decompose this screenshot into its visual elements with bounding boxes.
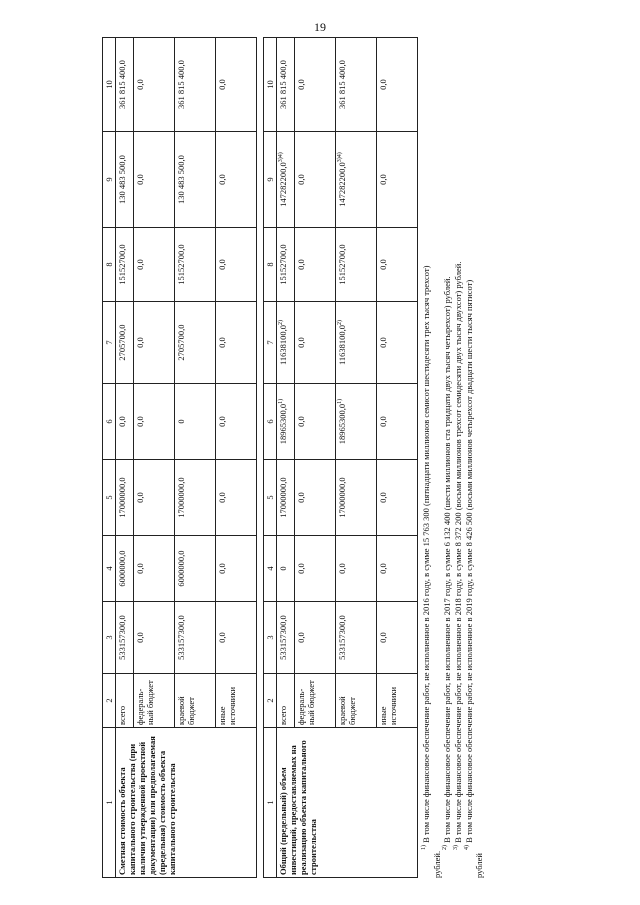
value: 0,0: [135, 259, 146, 270]
value: 17000000,0: [278, 477, 289, 518]
value: 0: [176, 419, 187, 424]
value-cell: [116, 228, 134, 302]
value: 15152700,0: [337, 244, 348, 285]
footnote-marker: 2): [278, 319, 285, 325]
value-cell: [277, 302, 295, 384]
value: 0,0: [135, 632, 146, 643]
footnote-mark: 4): [463, 845, 470, 850]
footnote-text: В том числе финансовое обеспечение работ, не исполненное в 2017 году, в сумме 6 132 400 (шести миллионов ста тридцати двух тысяч четырехсот) рублей.: [442, 276, 453, 843]
column-number: 10: [103, 38, 116, 132]
value-cell: [295, 536, 336, 602]
funding-source: всего: [116, 674, 134, 728]
value-cell: [134, 228, 175, 302]
value: 0,0: [296, 259, 307, 270]
investment-table: [102, 37, 418, 878]
value-cell: [175, 460, 216, 536]
column-number: 2: [264, 674, 277, 728]
value: 0,0: [378, 79, 389, 90]
column-number: 3: [264, 602, 277, 674]
footnote: [421, 38, 432, 878]
value-cell: [216, 302, 257, 384]
value-cell: [336, 384, 377, 460]
funding-source: краевой бюджет: [336, 674, 377, 728]
value: 0,0: [135, 79, 146, 90]
value: 533157300,0: [117, 615, 128, 660]
column-number: 7: [103, 302, 116, 384]
column-number: 2: [103, 674, 116, 728]
value-cell: [295, 384, 336, 460]
column-number: 6: [264, 384, 277, 460]
value: 533157300,0: [176, 615, 187, 660]
footnote: [474, 38, 485, 878]
footnote-mark: 2): [442, 845, 449, 850]
value-cell: [175, 384, 216, 460]
row-label: Сметная стоимость объекта капитального строительства (при наличии утвержденной проектной документации) или предполагаемая (предельная) стоимость объекта капитального строительства: [116, 728, 257, 878]
column-number: 8: [264, 228, 277, 302]
value: 0,0: [378, 174, 389, 185]
value: 0,0: [296, 174, 307, 185]
value-cell: [116, 536, 134, 602]
value: 0,0: [135, 337, 146, 348]
value: 0: [278, 566, 289, 571]
value-cell: [175, 302, 216, 384]
column-number: 7: [264, 302, 277, 384]
value-cell: [134, 302, 175, 384]
value: 0,0: [217, 259, 228, 270]
column-number-row: [264, 38, 277, 878]
value-cell: [116, 38, 134, 132]
column-number-row: [103, 38, 116, 878]
funding-source: иные источники: [377, 674, 418, 728]
value: 17000000,0: [337, 477, 348, 518]
value-cell: [116, 460, 134, 536]
table-row: [277, 38, 295, 878]
value-cell: [277, 384, 295, 460]
value-cell: [116, 602, 134, 674]
footnote: [464, 38, 475, 878]
value: 0,0: [217, 79, 228, 90]
value-cell: [175, 536, 216, 602]
value: 361 815 400,0: [176, 60, 187, 109]
value: 0,0: [217, 337, 228, 348]
table-block-investment-volume: [264, 38, 418, 878]
value-cell: [175, 38, 216, 132]
column-number: 9: [103, 132, 116, 228]
value-cell: [134, 460, 175, 536]
value-cell: [175, 602, 216, 674]
value-cell: [216, 602, 257, 674]
value: 0,0: [217, 563, 228, 574]
column-number: 5: [264, 460, 277, 536]
value: 17000000,0: [117, 477, 128, 518]
value-cell: [216, 228, 257, 302]
value-cell: [277, 536, 295, 602]
value-cell: [116, 302, 134, 384]
value-cell: [134, 536, 175, 602]
value-cell: [377, 602, 418, 674]
value-cell: [277, 132, 295, 228]
column-number: 6: [103, 384, 116, 460]
footnote-mark: 3): [453, 845, 460, 850]
value-cell: [336, 536, 377, 602]
footnote-text: рублей.: [431, 850, 442, 878]
value-cell: [116, 384, 134, 460]
value-cell: [216, 460, 257, 536]
value-cell: [377, 302, 418, 384]
value: 15152700,0: [176, 244, 187, 285]
value: 361 815 400,0: [337, 60, 348, 109]
value: 0,0: [217, 416, 228, 427]
table-row: [116, 38, 134, 878]
column-number: 4: [103, 536, 116, 602]
footnote-text: В том числе финансовое обеспечение работ, не исполненное в 2016 году, в сумме 15 763 300 (пятнадцати миллионов семисот шестидесяти трех тысяч трехсот): [421, 265, 432, 843]
value-cell: [175, 228, 216, 302]
value: 6000000,0: [176, 550, 187, 587]
value-cell: [295, 132, 336, 228]
value-cell: [336, 302, 377, 384]
value-cell: [277, 228, 295, 302]
value: 0,0: [296, 416, 307, 427]
value-cell: [277, 38, 295, 132]
footnote-text: рублей: [474, 853, 485, 878]
value-cell: [277, 460, 295, 536]
value: 533157300,0: [278, 615, 289, 660]
footnote-marker: 3)4): [278, 152, 285, 163]
value-cell: [377, 132, 418, 228]
value: 2705700,0: [117, 324, 128, 361]
value: 0,0: [378, 337, 389, 348]
value: 361 815 400,0: [278, 60, 289, 109]
value: 11638100,0: [337, 324, 348, 366]
page-number: 19: [314, 20, 326, 34]
value: 0,0: [378, 259, 389, 270]
value: 17000000,0: [176, 477, 187, 518]
value: 361 815 400,0: [117, 60, 128, 109]
column-number: 1: [103, 728, 116, 878]
value-cell: [336, 460, 377, 536]
value-cell: [134, 602, 175, 674]
value: 15152700,0: [117, 244, 128, 285]
column-number: 1: [264, 728, 277, 878]
funding-source: всего: [277, 674, 295, 728]
value: 6000000,0: [117, 550, 128, 587]
footnote-mark: 1): [421, 845, 428, 850]
value: 0,0: [135, 563, 146, 574]
value: 0,0: [296, 563, 307, 574]
value: 0,0: [296, 337, 307, 348]
column-number: 5: [103, 460, 116, 536]
value-cell: [175, 132, 216, 228]
value-cell: [336, 132, 377, 228]
value-cell: [116, 132, 134, 228]
footnotes: [421, 38, 485, 878]
value: 0,0: [296, 632, 307, 643]
value-cell: [216, 38, 257, 132]
value-cell: [377, 384, 418, 460]
value: 0,0: [117, 416, 128, 427]
value: 0,0: [217, 632, 228, 643]
value-cell: [377, 536, 418, 602]
value: 147282200,0: [278, 162, 289, 207]
value: 0,0: [378, 563, 389, 574]
value: 130 483 500,0: [176, 155, 187, 204]
value-cell: [295, 460, 336, 536]
value: 0,0: [378, 632, 389, 643]
footnote: [432, 38, 443, 878]
value-cell: [377, 460, 418, 536]
value: 0,0: [296, 492, 307, 503]
funding-source: федераль-ный бюджет: [295, 674, 336, 728]
footnote-marker: 3)4): [337, 152, 344, 163]
spacer-row: [257, 38, 264, 878]
value: 18965300,0: [337, 403, 348, 445]
footnote: [442, 38, 453, 878]
row-label: Общий (предельный) объем инвестиций, предоставляемых на реализацию объекта капитального строительства: [277, 728, 418, 878]
value-cell: [295, 228, 336, 302]
funding-source: иные источники: [216, 674, 257, 728]
value: 18965300,0: [278, 403, 289, 445]
value-cell: [134, 132, 175, 228]
value-cell: [377, 38, 418, 132]
value-cell: [336, 228, 377, 302]
column-number: 9: [264, 132, 277, 228]
value-cell: [216, 132, 257, 228]
value: 0,0: [217, 492, 228, 503]
value: 11638100,0: [278, 324, 289, 366]
footnote-text: В том числе финансовое обеспечение работ, не исполненное в 2018 году, в сумме 8 372 200 (восьми миллионов трехсот семидесяти двух тысяч двухсот) рублей.: [452, 261, 463, 843]
value: 0,0: [378, 416, 389, 427]
column-number: 3: [103, 602, 116, 674]
footnote-marker: 1): [337, 398, 344, 404]
value: 130 483 500,0: [117, 155, 128, 204]
value-cell: [377, 228, 418, 302]
value-cell: [295, 38, 336, 132]
value-cell: [216, 384, 257, 460]
funding-source: краевой бюджет: [175, 674, 216, 728]
footnote-text: В том числе финансовое обеспечение работ, не исполненное в 2019 году, в сумме 8 426 500 (восьми миллионов четырехсот двадцати шести тысяч пятисот): [463, 279, 474, 843]
value-cell: [216, 536, 257, 602]
value: 147282200,0: [337, 162, 348, 207]
value-cell: [336, 38, 377, 132]
value: 0,0: [217, 174, 228, 185]
footnote-marker: 1): [278, 398, 285, 404]
value: 15152700,0: [278, 244, 289, 285]
value: 0,0: [337, 563, 348, 574]
footnote: [453, 38, 464, 878]
value-cell: [277, 602, 295, 674]
value-cell: [295, 602, 336, 674]
value: 0,0: [135, 416, 146, 427]
value: 533157300,0: [337, 615, 348, 660]
rotated-content: [102, 38, 485, 878]
column-number: 8: [103, 228, 116, 302]
value: 0,0: [135, 492, 146, 503]
value-cell: [336, 602, 377, 674]
value: 0,0: [378, 492, 389, 503]
value-cell: [295, 302, 336, 384]
value: 2705700,0: [176, 324, 187, 361]
footnote-marker: 2): [337, 319, 344, 325]
column-number: 4: [264, 536, 277, 602]
funding-source: федераль-ный бюджет: [134, 674, 175, 728]
value: 0,0: [135, 174, 146, 185]
value-cell: [134, 384, 175, 460]
table-block-estimated-cost: [103, 38, 264, 878]
value: 0,0: [296, 79, 307, 90]
column-number: 10: [264, 38, 277, 132]
value-cell: [134, 38, 175, 132]
